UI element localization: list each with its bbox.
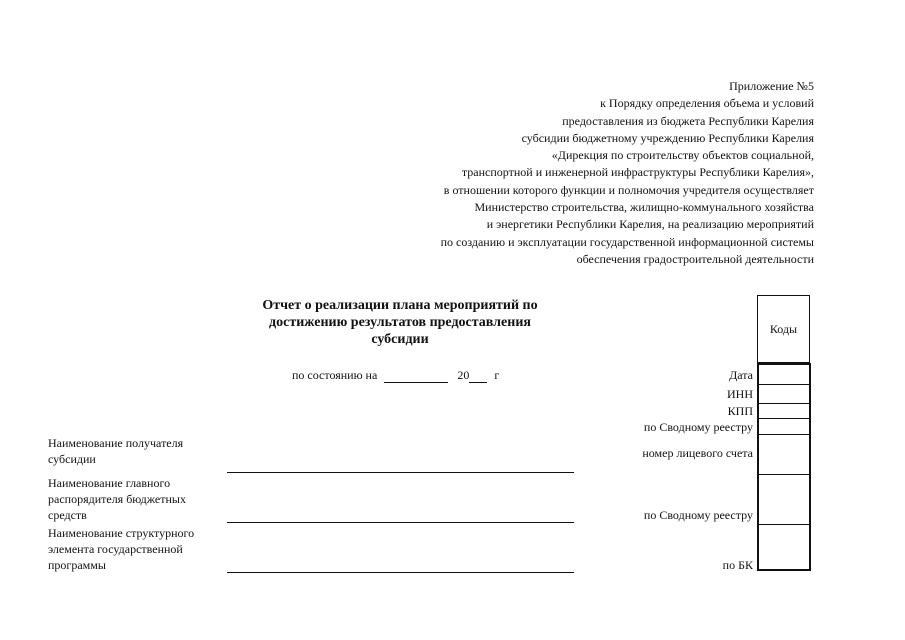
codes-row-divider	[759, 434, 809, 435]
manager-label-line: средств	[48, 508, 87, 522]
appendix-line: Приложение №5	[729, 79, 814, 93]
program-element-label-line: элемента государственной	[48, 542, 183, 556]
codes-table	[757, 363, 811, 571]
code-label-bk: по БК	[722, 558, 753, 572]
program-element-label	[48, 525, 194, 573]
code-label-inn: ИНН	[727, 387, 753, 401]
codes-row-divider	[759, 384, 809, 385]
codes-header	[757, 295, 810, 363]
codes-row-divider	[759, 418, 809, 419]
appendix-line: и энергетики Республики Карелия, на реализацию мероприятий	[486, 217, 814, 232]
year-suffix: г	[494, 368, 500, 382]
program-element-label-line: Наименование структурного	[48, 526, 195, 540]
year-blank-field[interactable]	[469, 370, 487, 383]
appendix-line: субсидии бюджетному учреждению Республики Карелия	[521, 130, 814, 145]
manager-label-line: распорядителя бюджетных	[48, 492, 186, 506]
program-element-input-line[interactable]	[227, 572, 574, 573]
appendix-line: предоставления из бюджета Республики Карелия	[562, 113, 814, 128]
as-of-date	[292, 368, 499, 383]
recipient-label-line: субсидии	[48, 452, 96, 466]
title-line-1: Отчет о реализации плана мероприятий по	[262, 298, 538, 313]
appendix-line: «Дирекция по строительству объектов социальной,	[551, 148, 814, 163]
manager-input-line[interactable]	[227, 522, 574, 523]
codes-row-divider	[759, 474, 809, 475]
codes-row-divider	[759, 524, 809, 525]
title-line-3: субсидии	[371, 332, 429, 347]
appendix-header	[441, 78, 814, 268]
recipient-input-line[interactable]	[227, 472, 574, 473]
program-element-label-line: программы	[48, 558, 106, 572]
code-label-account: номер лицевого счета	[642, 446, 753, 460]
appendix-line: транспортной и инженерной инфраструктуры Республики Карелия»,	[461, 165, 814, 180]
recipient-label	[48, 435, 183, 467]
date-blank-field[interactable]	[384, 370, 448, 383]
codes-row-divider	[759, 403, 809, 404]
codes-header-label: Коды	[769, 321, 798, 336]
appendix-line: Министерство строительства, жилищно-коммунального хозяйства	[474, 200, 814, 215]
report-title	[230, 297, 570, 348]
as-of-label: по состоянию на	[292, 368, 378, 382]
recipient-label-line: Наименование получателя	[48, 436, 184, 450]
manager-label	[48, 475, 186, 523]
appendix-line: в отношении которого функции и полномочия учредителя осуществляет	[443, 182, 814, 197]
code-label-svod-reestr-2: по Сводному реестру	[643, 508, 753, 522]
appendix-line: обеспечения градостроительной деятельности	[576, 251, 814, 266]
title-line-2: достижению результатов предоставления	[269, 315, 531, 330]
appendix-line: по созданию и эксплуатации государственной информационной системы	[440, 234, 814, 249]
code-label-kpp: КПП	[727, 404, 753, 418]
code-label-svod-reestr-1: по Сводному реестру	[643, 420, 753, 434]
manager-label-line: Наименование главного	[48, 476, 171, 490]
code-label-date: Дата	[729, 368, 753, 382]
appendix-line: к Порядку определения объема и условий	[600, 96, 814, 111]
year-prefix: 20	[457, 368, 470, 382]
